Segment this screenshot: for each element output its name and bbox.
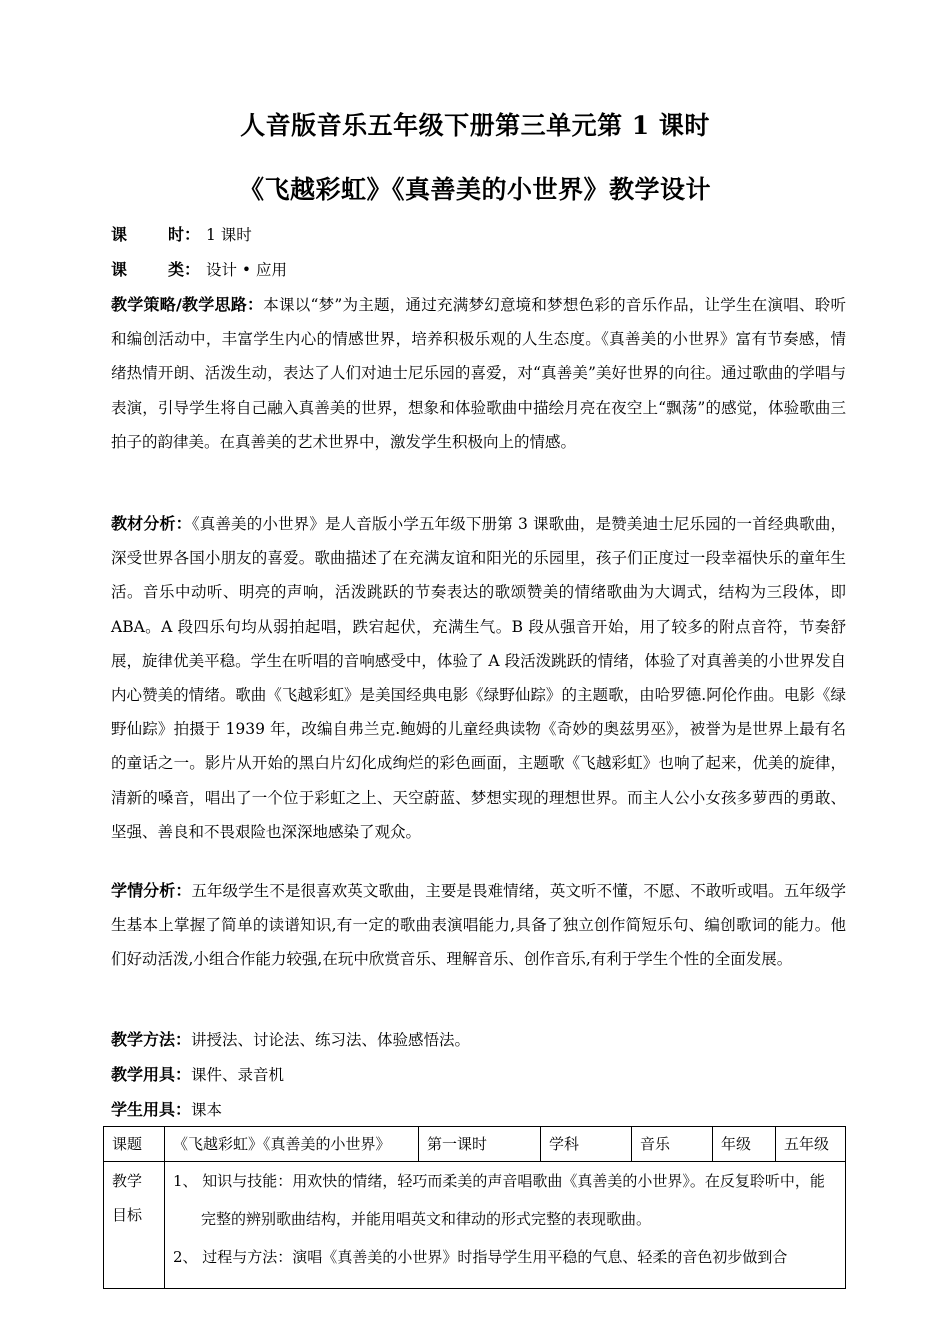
- strategy-text: 本课以“梦”为主题，通过充满梦幻意境和梦想色彩的音乐作品，让学生在演唱、聆听和编创活动中，丰富学生内心的情感世界，培养积极乐观的人生态度。《真善美的小世界》富有节奏感，情绪热情开朗、活泼生动，表达了人们对迪士尼乐园的喜爱，对“真善美”美好世界的向往。通过歌曲的学唱与表演，引导学生将自己融入真善美的世界，想象和体验歌曲中描绘月亮在夜空上“飘荡”的感觉，体验歌曲三拍子的韵律美。在真善美的艺术世界中，激发学生积极向上的情感。: [111, 296, 846, 451]
- document-title-line-2: 《飞越彩虹》《真善美的小世界》教学设计: [238, 175, 711, 204]
- table-cell-topic-label: 课题: [104, 1127, 165, 1162]
- student-analysis-text: 五年级学生不是很喜欢英文歌曲，主要是畏难情绪，英文听不懂，不愿、不敢听或唱。五年级学生基本上掌握了简单的读谱知识,有一定的歌曲表演唱能力,具备了独立创作简短乐句、编创歌词的能力。他们好动活泼,小组合作能力较强,在玩中欣赏音乐、理解音乐、创作音乐,有利于学生个性的全面发展。: [111, 882, 846, 969]
- student-tools-label: 学生用具：: [111, 1100, 192, 1119]
- meta-period-value: 1 课时: [206, 226, 252, 244]
- table-cell-subject-label: 学科: [541, 1127, 632, 1162]
- goal-list: [173, 1162, 837, 1288]
- material-analysis-section: [111, 507, 846, 849]
- student-tools-section: [111, 1093, 846, 1127]
- table-cell-topic-value: 《飞越彩虹》《真善美的小世界》: [165, 1127, 419, 1162]
- strategy-label: 教学策略/教学思路：: [111, 295, 264, 314]
- table-cell-goals: [165, 1162, 846, 1289]
- meta-period: [111, 225, 252, 245]
- teaching-method-section: [111, 1023, 846, 1057]
- teaching-tools-section: [111, 1058, 846, 1092]
- table-cell-grade-label: 年级: [713, 1127, 776, 1162]
- table-row: [104, 1162, 846, 1289]
- meta-period-label: 课 时：: [111, 225, 201, 244]
- list-item: 2、 过程与方法：演唱《真善美的小世界》时指导学生用平稳的气息、轻柔的音色初步做到合: [173, 1248, 788, 1266]
- teaching-tools-label: 教学用具：: [111, 1065, 192, 1084]
- student-analysis-section: [111, 874, 846, 977]
- meta-type-label: 课 类：: [111, 260, 201, 279]
- teaching-tools-text: 课件、录音机: [191, 1066, 285, 1084]
- table-cell-subject-value: 音乐: [632, 1127, 713, 1162]
- strategy-section: [111, 288, 846, 459]
- table-cell-goal-label: 教学目标: [104, 1162, 165, 1289]
- document-title-line-1: 人音版音乐五年级下册第三单元第 1 课时: [240, 111, 710, 140]
- lesson-info-table: [103, 1126, 846, 1289]
- material-analysis-text: 《真善美的小世界》是人音版小学五年级下册第 3 课歌曲，是赞美迪士尼乐园的一首经典歌曲，深受世界各国小朋友的喜爱。歌曲描述了在充满友谊和阳光的乐园里，孩子们正度过一段幸福快乐的童年生活。音乐中动听、明亮的声响，活泼跳跃的节奏表达的歌颂赞美的情绪歌曲为大调式，结构为三段体，即 ABA。A 段四乐句均从弱拍起唱，跌宕起伏，充满生气。B 段从强音开始，用了较多的附点音符，节奏舒展，旋律优美平稳。学生在听唱的音响感受中，体验了 A 段活泼跳跃的情绪，体验了对真善美的小世界发自内心赞美的情绪。歌曲《飞越彩虹》是美国经典电影《绿野仙踪》的主题歌，由哈罗德.阿伦作曲。电影《绿野仙踪》拍摄于 1939 年，改编自弗兰克.鲍姆的儿童经典读物《奇妙的奥兹男巫》，被誉为是世界上最有名的童话之一。影片从开始的黑白片幻化成绚烂的彩色画面，主题歌《飞越彩虹》也响了起来，优美的旋律，清新的嗓音，唱出了一个位于彩虹之上、天空蔚蓝、梦想实现的理想世界。而主人公小女孩多萝西的勇敢、坚强、善良和不畏艰险也深深地感染了观众。: [111, 515, 846, 841]
- teaching-method-text: 讲授法、讨论法、练习法、体验感悟法。: [191, 1031, 471, 1049]
- table-cell-grade-value: 五年级: [776, 1127, 846, 1162]
- student-analysis-label: 学情分析：: [111, 881, 192, 900]
- meta-type-value: 设计 • 应用: [206, 261, 287, 279]
- student-tools-text: 课本: [191, 1101, 223, 1119]
- list-item: 1、 知识与技能：用欢快的情绪，轻巧而柔美的声音唱歌曲《真善美的小世界》。在反复聆听中，能完整的辨别歌曲结构，并能用唱英文和律动的形式完整的表现歌曲。: [173, 1172, 825, 1228]
- table-row: [104, 1127, 846, 1162]
- teaching-method-label: 教学方法：: [111, 1030, 192, 1049]
- meta-type: [111, 260, 287, 280]
- material-analysis-label: 教材分析：: [111, 514, 192, 533]
- table-cell-period: 第一课时: [419, 1127, 541, 1162]
